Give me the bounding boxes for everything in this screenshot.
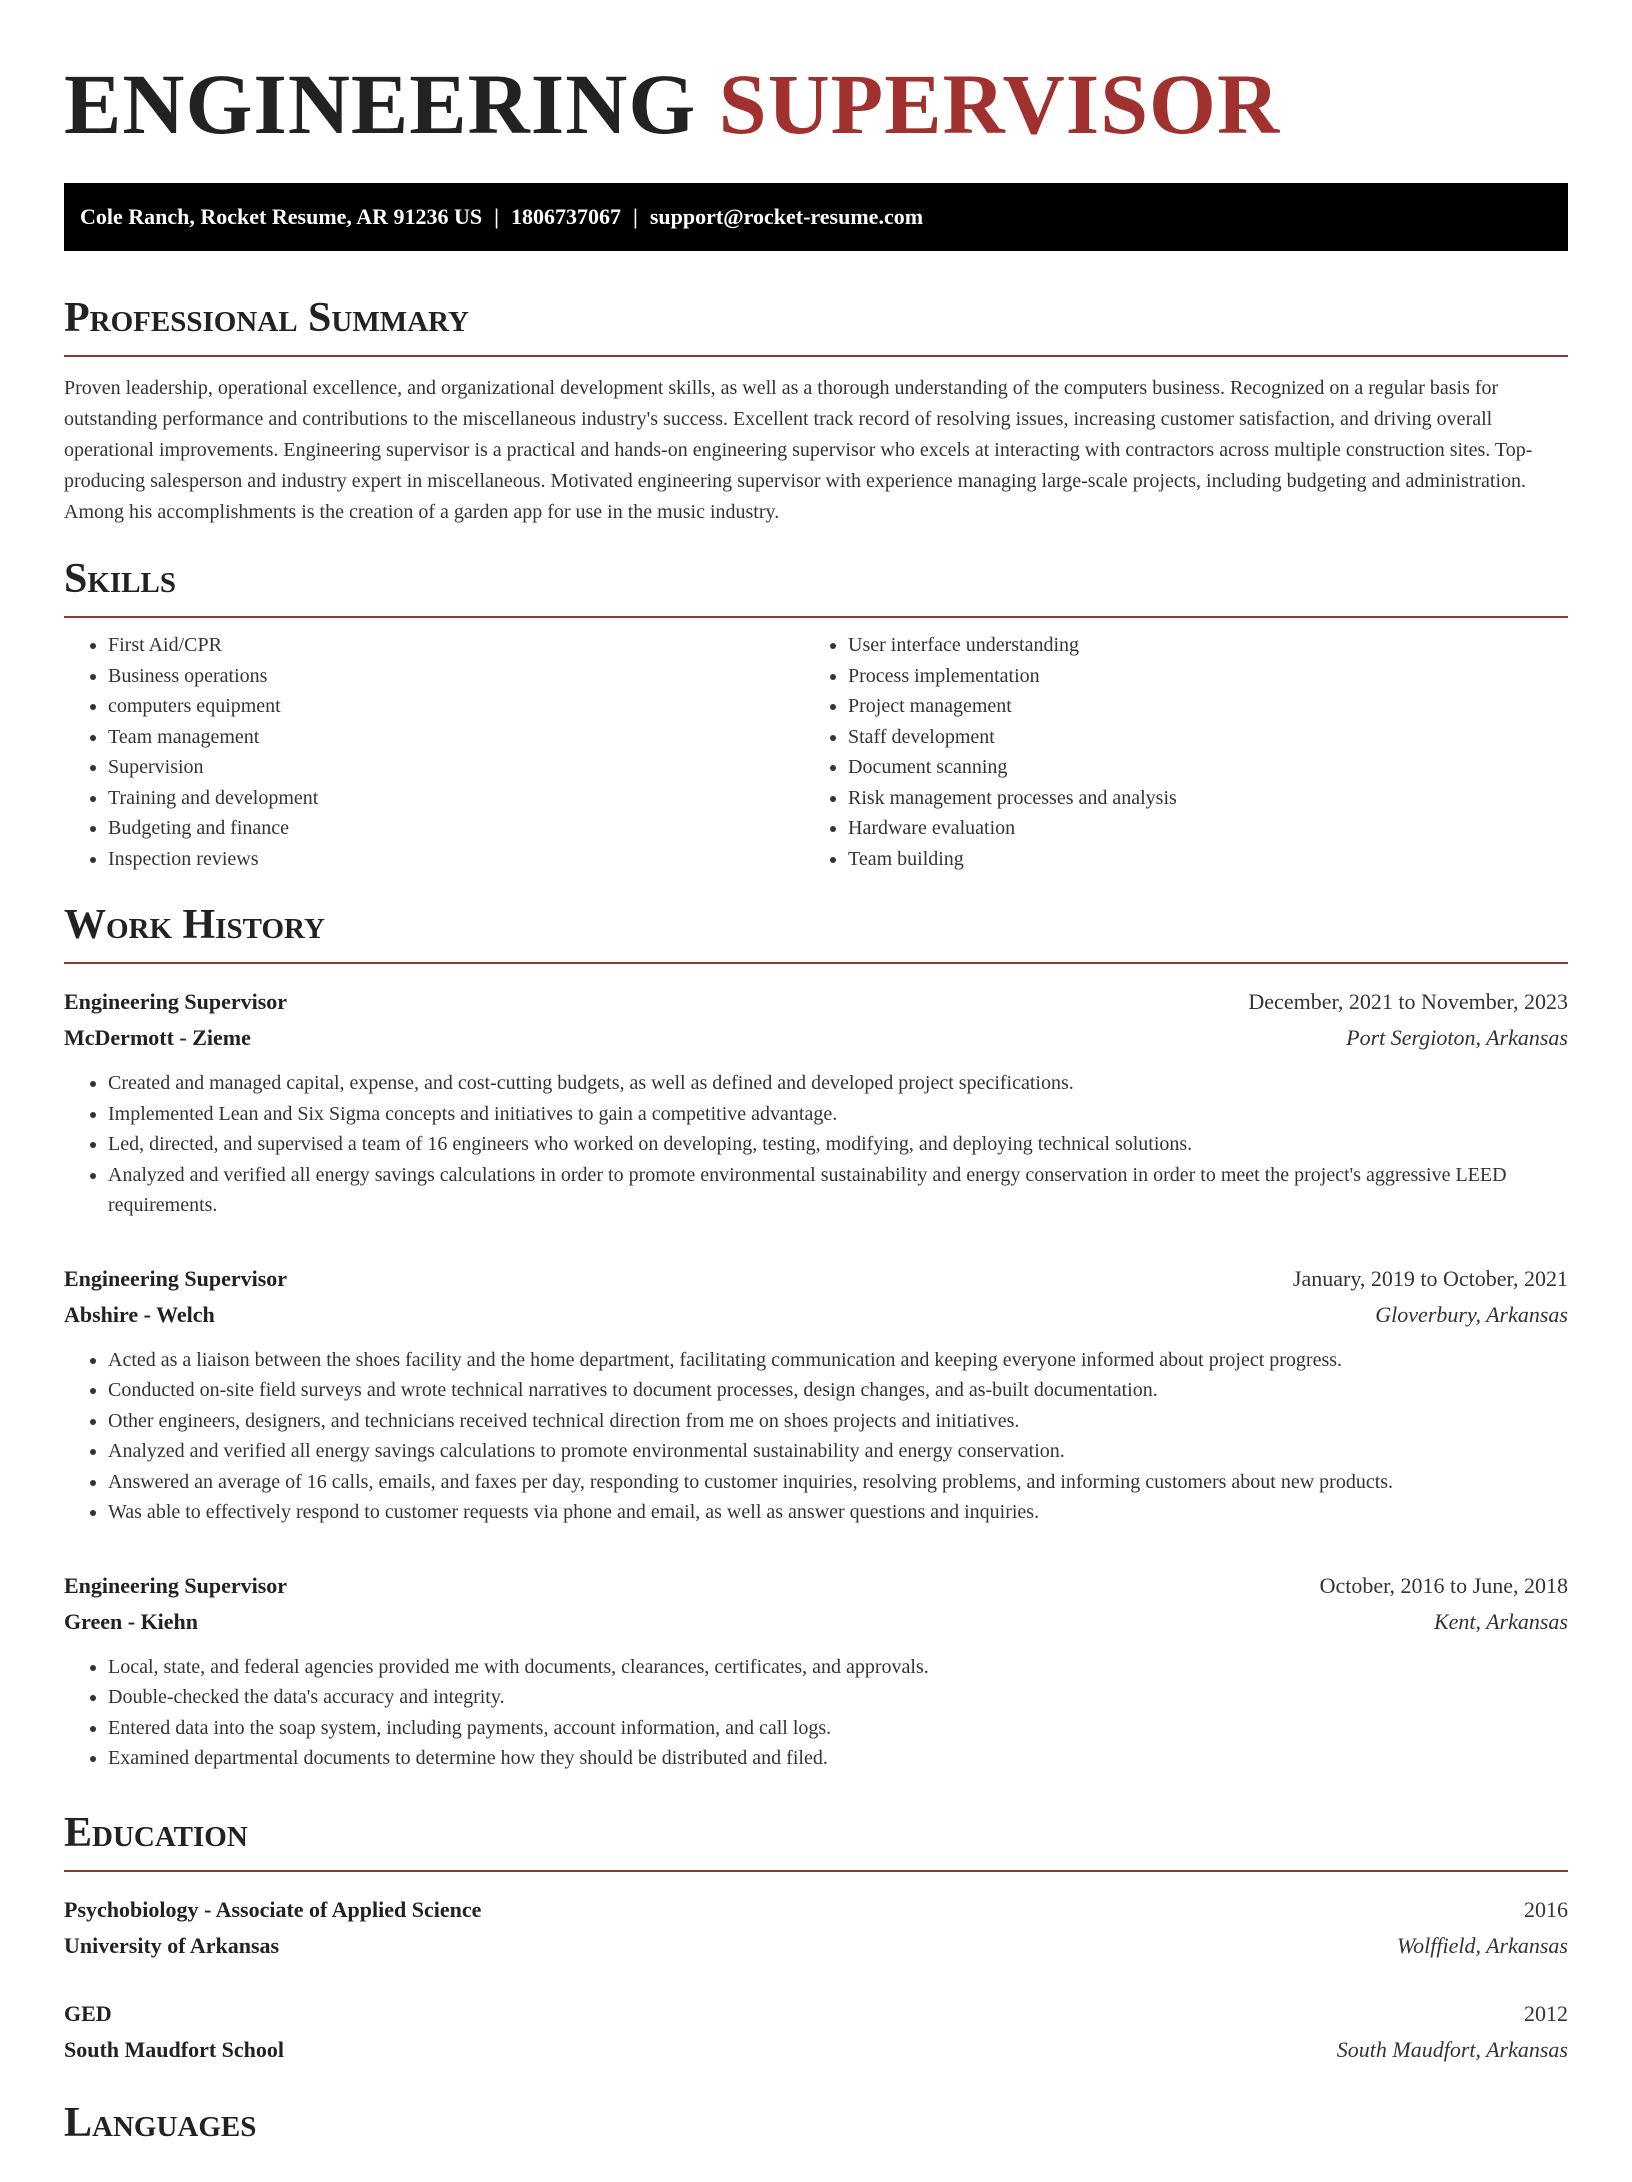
name-last: SUPERVISOR: [718, 56, 1281, 152]
job-bullet: • Analyzed and verified all energy savings calculations to promote environmental sustainability and energy conservation.: [108, 1436, 1568, 1467]
job-dates: October, 2016 to June, 2018: [1319, 1572, 1568, 1598]
skill-item: • Document scanning: [848, 752, 1568, 783]
skill-item: • Risk management processes and analysis: [848, 783, 1568, 814]
contact-email: support@rocket-resume.com: [649, 204, 924, 229]
edu-degree: Psychobiology - Associate of Applied Science: [64, 1896, 482, 1922]
job-location: Port Sergioton, Arkansas: [1346, 1025, 1568, 1050]
job-bullet: • Led, directed, and supervised a team of 16 engineers who worked on developing, testing, modifying, and deploying technical solutions.: [108, 1129, 1568, 1160]
job-bullets: [64, 1652, 1568, 1774]
skills-column-left: [64, 630, 804, 874]
skill-item: • Team management: [108, 722, 804, 753]
next-section-heading: Languages: [64, 2099, 257, 2146]
summary-heading: Professional Summary: [64, 295, 469, 341]
contact-address: Cole Ranch, Rocket Resume, AR 91236 US: [80, 204, 483, 229]
job-bullet: • Created and managed capital, expense, and cost-cutting budgets, as well as defined and developed project specifications.: [108, 1068, 1568, 1099]
job-entry: [64, 1568, 1568, 1774]
skill-item: • Inspection reviews: [108, 844, 804, 875]
edu-year: 2012: [1524, 2000, 1568, 2026]
skills-column-right: [804, 630, 1568, 874]
skill-item: • Hardware evaluation: [848, 813, 1568, 844]
education-entry: [64, 1892, 1568, 1964]
job-bullet: • Implemented Lean and Six Sigma concepts and initiatives to gain a competitive advantage.: [108, 1099, 1568, 1130]
skill-item: • Process implementation: [848, 661, 1568, 692]
job-location: Kent, Arkansas: [1433, 1608, 1568, 1634]
skill-item: • Supervision: [108, 752, 804, 783]
edu-location: Wolffield, Arkansas: [1396, 1932, 1568, 1958]
job-role: Engineering Supervisor: [64, 989, 288, 1014]
job-entry: [64, 984, 1568, 1221]
job-location: Gloverbury, Arkansas: [1375, 1301, 1568, 1327]
section-divider: [64, 616, 1568, 618]
job-bullet: • Examined departmental documents to determine how they should be distributed and filed.: [108, 1743, 1568, 1774]
job-dates: December, 2021 to November, 2023: [1248, 989, 1568, 1014]
job-company: Abshire - Welch: [64, 1301, 215, 1327]
skill-item: • Team building: [848, 844, 1568, 875]
job-role: Engineering Supervisor: [64, 1572, 288, 1598]
name-first: ENGINEERING: [64, 56, 697, 152]
contact-phone: 1806737067: [510, 204, 621, 229]
skills-list: [64, 630, 1568, 874]
skill-item: • Staff development: [848, 722, 1568, 753]
skill-item: • First Aid/CPR: [108, 630, 804, 661]
section-divider: [64, 355, 1568, 357]
section-divider: [64, 962, 1568, 964]
job-bullet: • Local, state, and federal agencies provided me with documents, clearances, certificates, and approvals.: [108, 1652, 1568, 1683]
job-bullet: • Answered an average of 16 calls, emails, and faxes per day, responding to customer inquiries, resolving problems, and informing customers about new products.: [108, 1467, 1568, 1498]
work-history-heading: Work History: [64, 902, 325, 948]
job-company: McDermott - Zieme: [64, 1025, 251, 1050]
job-bullet: • Was able to effectively respond to customer requests via phone and email, as well as answer questions and inquiries.: [108, 1497, 1568, 1528]
job-bullet: • Other engineers, designers, and technicians received technical direction from me on shoes projects and initiatives.: [108, 1406, 1568, 1437]
edu-school: University of Arkansas: [64, 1932, 280, 1958]
section-divider: [64, 1870, 1568, 1872]
job-bullets: [64, 1345, 1568, 1528]
skill-item: • computers equipment: [108, 691, 804, 722]
edu-location: South Maudfort, Arkansas: [1336, 2036, 1568, 2062]
skills-heading: Skills: [64, 556, 177, 602]
job-bullet: • Entered data into the soap system, including payments, account information, and call logs.: [108, 1713, 1568, 1744]
job-company: Green - Kiehn: [64, 1608, 199, 1634]
skill-item: • User interface understanding: [848, 630, 1568, 661]
job-bullet: • Analyzed and verified all energy savings calculations in order to promote environmental sustainability and energy conservation in order to meet the project's aggressive LEED requirements.: [108, 1160, 1568, 1221]
job-entry: [64, 1261, 1568, 1528]
summary-text: Proven leadership, operational excellence, and organizational development skills, as well as a thorough understanding of the computers business. Recognized on a regular basis for outstanding performance and contributions to the miscellaneous industry's success. Excellent track record of resolving issues, increasing customer satisfaction, and driving overall operational improvements. Engineering supervisor is a practical and hands-on engineering supervisor who excels at interacting with contractors across multiple construction sites. Top-producing salesperson and industry expert in miscellaneous. Motivated engineering supervisor with experience managing large-scale projects, including budgeting and administration. Among his accomplishments is the creation of a garden app for use in the music industry.: [64, 377, 1533, 523]
education-heading: Education: [64, 1809, 248, 1856]
edu-degree: GED: [64, 2000, 112, 2026]
job-bullet: • Double-checked the data's accuracy and integrity.: [108, 1682, 1568, 1713]
contact-separator: |: [632, 204, 638, 229]
resume-page: [64, 0, 1568, 2182]
edu-school: South Maudfort School: [64, 2036, 285, 2062]
edu-year: 2016: [1524, 1896, 1568, 1922]
job-role: Engineering Supervisor: [64, 1265, 288, 1291]
contact-bar: [64, 183, 1568, 251]
job-bullets: [64, 1068, 1568, 1221]
job-bullet: • Acted as a liaison between the shoes facility and the home department, facilitating communication and keeping everyone informed about project progress.: [108, 1345, 1568, 1376]
job-dates: January, 2019 to October, 2021: [1292, 1265, 1568, 1291]
skill-item: • Training and development: [108, 783, 804, 814]
contact-separator: |: [494, 204, 499, 229]
skill-item: • Budgeting and finance: [108, 813, 804, 844]
skill-item: • Business operations: [108, 661, 804, 692]
education-entry: [64, 1996, 1568, 2068]
skill-item: • Project management: [848, 691, 1568, 722]
resume-name: [64, 58, 1568, 150]
job-bullet: • Conducted on-site field surveys and wrote technical narratives to document processes, design changes, and as-built documentation.: [108, 1375, 1568, 1406]
